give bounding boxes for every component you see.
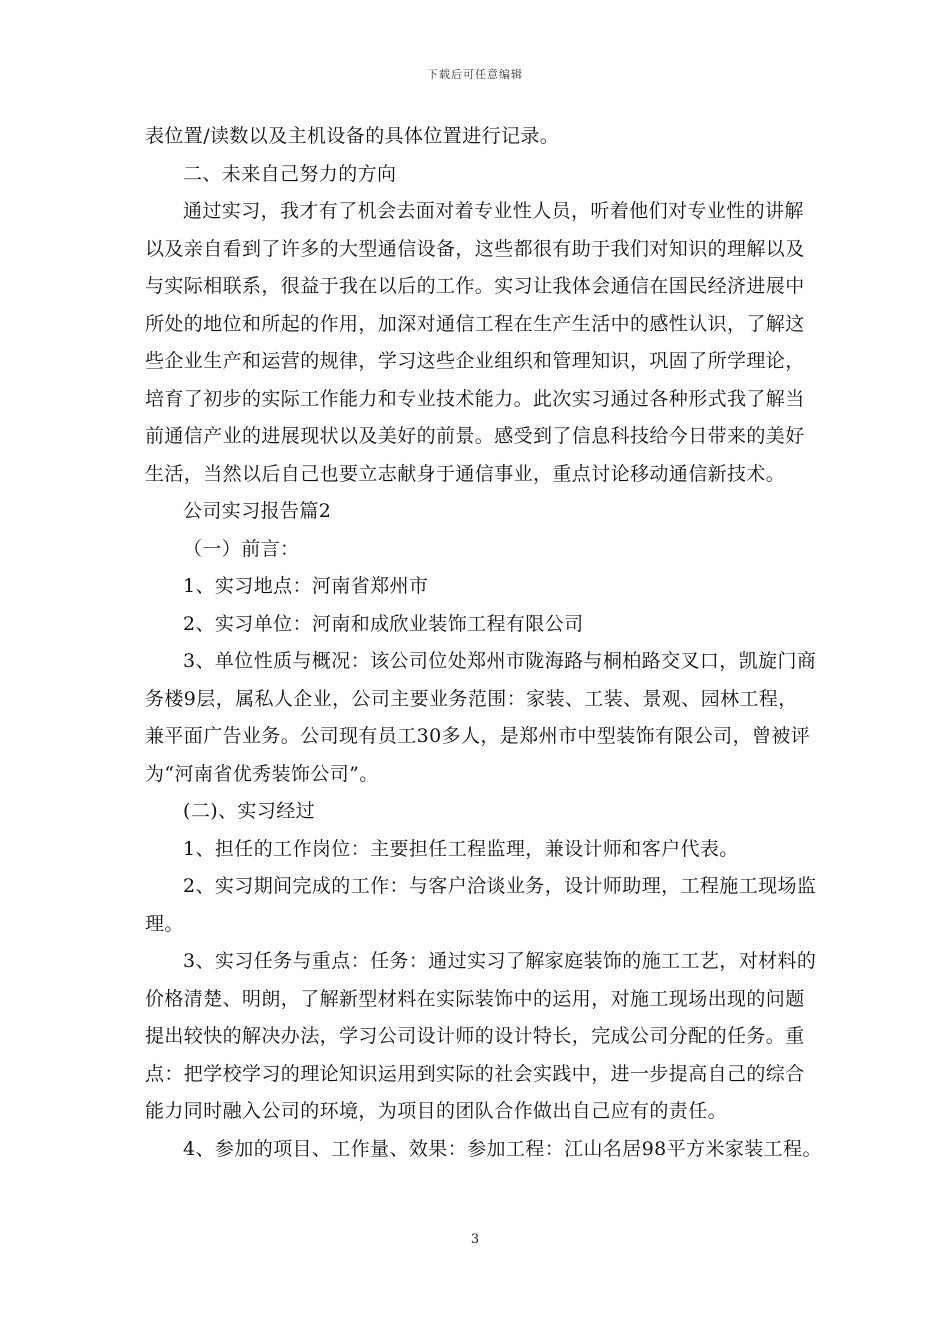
text-line: 提出较快的解决办法，学习公司设计师的设计特长，完成公司分配的任务。重: [145, 1025, 805, 1047]
text-line: （一）前言：: [183, 537, 300, 560]
document-body: [145, 118, 822, 1168]
text-line: 些企业生产和运营的规律，学习这些企业组织和管理知识，巩固了所学理论，: [145, 350, 805, 372]
text-line: 生活，当然以后自己也要立志献身于通信事业，重点讨论移动通信新技术。: [145, 462, 786, 485]
text-line: 点：把学校学习的理论知识运用到实际的社会实践中，进一步提高自己的综合: [145, 1062, 805, 1085]
page-header-note: 下载后可任意编辑: [427, 68, 523, 81]
text-line: 4、参加的项目、工作量、效果：参加工程：江山名居98平方米家装工程。: [183, 1137, 822, 1160]
text-line: 为“河南省优秀装饰公司”。: [145, 762, 379, 785]
text-line: (二)、实习经过: [183, 800, 316, 822]
text-line: 2、实习单位：河南和成欣业装饰工程有限公司: [183, 612, 584, 635]
text-line: 表位置/读数以及主机设备的具体位置进行记录。: [145, 125, 560, 147]
text-line: 价格清楚、明朗，了解新型材料在实际装饰中的运用，对施工现场出现的问题: [145, 987, 805, 1010]
text-line: 理。: [145, 912, 184, 935]
text-line: 务楼9层，属私人企业，公司主要业务范围：家装、工装、景观、园林工程，: [145, 687, 798, 710]
text-line: 培育了初步的实际工作能力和专业技术能力。此次实习通过各种形式我了解当: [145, 387, 805, 410]
text-line: 通过实习，我才有了机会去面对着专业性人员，听着他们对专业性的讲解: [183, 200, 804, 222]
text-line: 1、实习地点：河南省郑州市: [183, 575, 429, 597]
text-line: 3、实习任务与重点：任务：通过实习了解家庭装饰的施工工艺，对材料的: [183, 950, 817, 972]
text-line: 公司实习报告篇2: [183, 500, 332, 522]
page-number: 3: [470, 1232, 480, 1247]
text-line: 所处的地位和所起的作用，加深对通信工程在生产生活中的感性认识，了解这: [145, 312, 805, 335]
text-line: 1、担任的工作岗位：主要担任工程监理，兼设计师和客户代表。: [183, 837, 739, 860]
text-line: 3、单位性质与概况：该公司位处郑州市陇海路与桐柏路交叉口，凯旋门商: [183, 650, 817, 672]
text-line: 与实际相联系，很益于我在以后的工作。实习让我体会通信在国民经济进展中: [145, 275, 805, 297]
text-line: 以及亲自看到了许多的大型通信设备，这些都很有助于我们对知识的理解以及: [145, 237, 805, 260]
text-line: 兼平面广告业务。公司现有员工30多人，是郑州市中型装饰有限公司，曾被评: [145, 725, 811, 747]
text-line: 2、实习期间完成的工作：与客户洽谈业务，设计师助理，工程施工现场监: [183, 875, 817, 897]
text-line: 前通信产业的进展现状以及美好的前景。感受到了信息科技给今日带来的美好: [145, 425, 805, 447]
text-line: 能力同时融入公司的环境，为项目的团队合作做出自己应有的责任。: [145, 1100, 728, 1122]
text-line: 二、未来自己努力的方向: [183, 162, 397, 185]
